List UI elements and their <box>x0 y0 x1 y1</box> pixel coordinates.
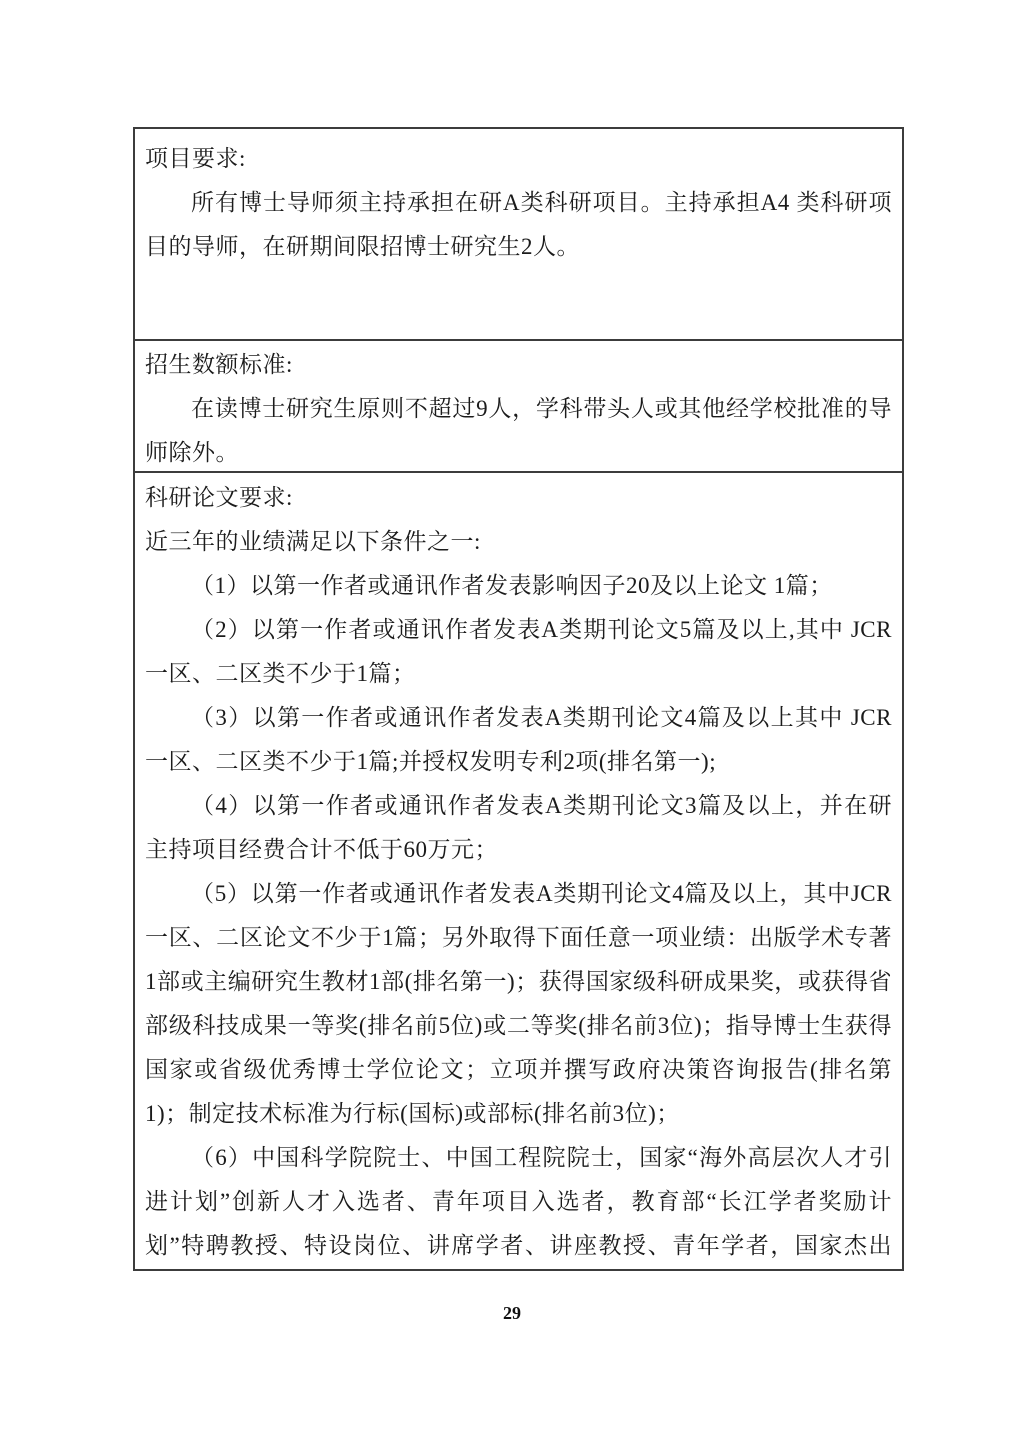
text-line: 一区、二区类不少于1篇； <box>145 661 416 686</box>
text-line: 国家或省级优秀博士学位论文；立项并撰写政府决策咨询报告(排名第 <box>145 1057 892 1082</box>
text-line: 一区、二区类不少于1篇;并授权发明专利2项(排名第一); <box>145 749 717 774</box>
page-number: 29 <box>503 1303 521 1323</box>
section-research-paper-requirements <box>135 473 902 1269</box>
text-line: 招生数额标准: <box>145 352 293 377</box>
text-line: 进计划”创新人才入选者、青年项目入选者，教育部“长江学者奖励计 <box>145 1189 892 1214</box>
text-line: 一区、二区论文不少于1篇；另外取得下面任意一项业绩：出版学术专著 <box>145 925 892 950</box>
text-line: 1部或主编研究生教材1部(排名第一)；获得国家级科研成果奖，或获得省 <box>145 969 892 994</box>
text-line: 所有博士导师须主持承担在研A类科研项目。主持承担A4 类科研项 <box>191 190 892 215</box>
text-line: （6）中国科学院院士、中国工程院院士，国家“海外高层次人才引 <box>191 1145 892 1170</box>
text-line: 部级科技成果一等奖(排名前5位)或二等奖(排名前3位)；指导博士生获得 <box>145 1013 892 1038</box>
text-line: 师除外。 <box>145 440 239 465</box>
text-line: （3）以第一作者或通讯作者发表A类期刊论文4篇及以上其中 JCR <box>191 705 892 730</box>
text-line: 在读博士研究生原则不超过9人，学科带头人或其他经学校批准的导 <box>191 396 892 421</box>
text-line: （2）以第一作者或通讯作者发表A类期刊论文5篇及以上,其中 JCR <box>191 617 892 642</box>
text-line: （1）以第一作者或通讯作者发表影响因子20及以上论文 1篇； <box>191 573 833 598</box>
text-line: 1)；制定技术标准为行标(国标)或部标(排名前3位)； <box>145 1101 680 1126</box>
text-line: 目的导师，在研期间限招博士研究生2人。 <box>145 234 580 259</box>
text-line: （4）以第一作者或通讯作者发表A类期刊论文3篇及以上，并在研 <box>191 793 892 818</box>
text-line: 主持项目经费合计不低于60万元； <box>145 837 498 862</box>
section-enrollment-quota-standard <box>135 341 902 473</box>
section-project-requirements <box>135 129 902 341</box>
requirements-table <box>133 127 904 1271</box>
text-line: 科研论文要求: <box>145 485 293 510</box>
text-line: 划”特聘教授、特设岗位、讲席学者、讲座教授、青年学者，国家杰出 <box>145 1233 892 1258</box>
text-line: 近三年的业绩满足以下条件之一: <box>145 529 481 554</box>
text-line: 项目要求: <box>145 146 246 171</box>
text-line: （5）以第一作者或通讯作者发表A类期刊论文4篇及以上，其中JCR <box>191 881 892 906</box>
